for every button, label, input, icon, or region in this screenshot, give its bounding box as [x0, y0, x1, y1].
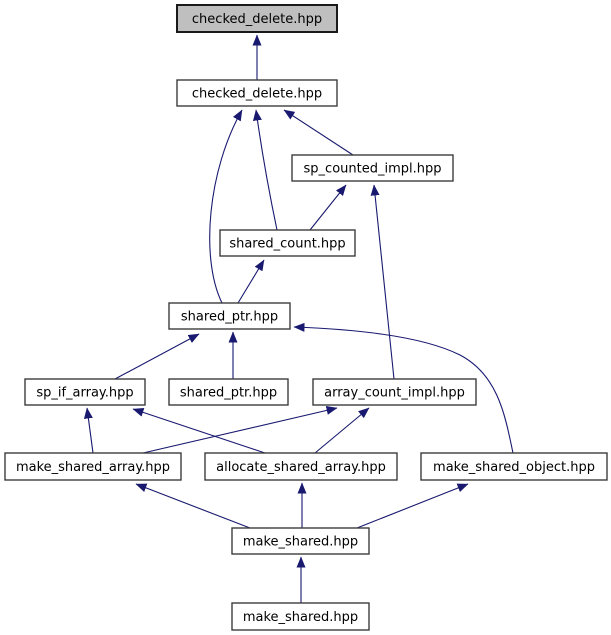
node-make_shared[interactable] [232, 528, 369, 554]
node-label-shared_ptr_low: shared_ptr.hpp [179, 385, 278, 401]
node-make_shared_object[interactable] [421, 453, 607, 480]
edge-make_shared_array-to-array_count_impl [143, 408, 337, 453]
node-make_shared_bottom[interactable] [232, 603, 369, 630]
edges-layer [87, 35, 513, 603]
node-sp_if_array[interactable] [25, 379, 145, 405]
node-label-checked_delete: checked_delete.hpp [191, 86, 323, 102]
edge-allocate_shared_array-to-sp_if_array [133, 409, 265, 453]
node-make_shared_array[interactable] [5, 453, 181, 480]
edge-allocate_shared_array-to-array_count_impl [315, 408, 369, 453]
node-label-make_shared_bottom: make_shared.hpp [242, 610, 359, 625]
node-label-checked_delete_top: checked_delete.hpp [191, 12, 323, 27]
node-shared_count[interactable] [220, 230, 355, 256]
node-label-sp_counted_impl: sp_counted_impl.hpp [303, 161, 442, 177]
node-sp_counted_impl[interactable] [292, 155, 453, 181]
node-checked_delete[interactable] [177, 80, 337, 106]
edge-sp_if_array-to-shared_ptr_mid [115, 334, 199, 379]
node-label-shared_ptr_mid: shared_ptr.hpp [180, 309, 279, 325]
node-label-make_shared_object: make_shared_object.hpp [433, 460, 595, 475]
nodes-layer [5, 5, 607, 630]
node-allocate_shared_array[interactable] [205, 453, 397, 480]
edge-make_shared-to-make_shared_object [357, 484, 468, 528]
edge-array_count_impl-to-sp_counted_impl [374, 185, 394, 379]
edge-shared_count-to-checked_delete [256, 110, 277, 230]
node-array_count_impl[interactable] [313, 379, 476, 405]
node-checked_delete_top[interactable] [177, 5, 337, 32]
edge-make_shared-to-make_shared_array [136, 484, 250, 528]
node-shared_ptr_mid[interactable] [169, 303, 290, 329]
edge-shared_ptr_mid-to-shared_count [238, 260, 264, 303]
edge-shared_ptr_mid-to-checked_delete [210, 110, 242, 303]
node-label-make_shared_array: make_shared_array.hpp [15, 460, 171, 475]
node-label-make_shared: make_shared.hpp [242, 534, 359, 550]
edge-shared_count-to-sp_counted_impl [310, 185, 346, 230]
node-label-sp_if_array: sp_if_array.hpp [36, 385, 134, 401]
edge-make_shared_array-to-sp_if_array [87, 408, 93, 453]
node-shared_ptr_low[interactable] [169, 379, 288, 405]
node-label-array_count_impl: array_count_impl.hpp [324, 385, 465, 401]
node-label-allocate_shared_array: allocate_shared_array.hpp [216, 460, 386, 475]
edge-sp_counted_impl-to-checked_delete [284, 110, 353, 155]
node-label-shared_count: shared_count.hpp [229, 236, 346, 252]
